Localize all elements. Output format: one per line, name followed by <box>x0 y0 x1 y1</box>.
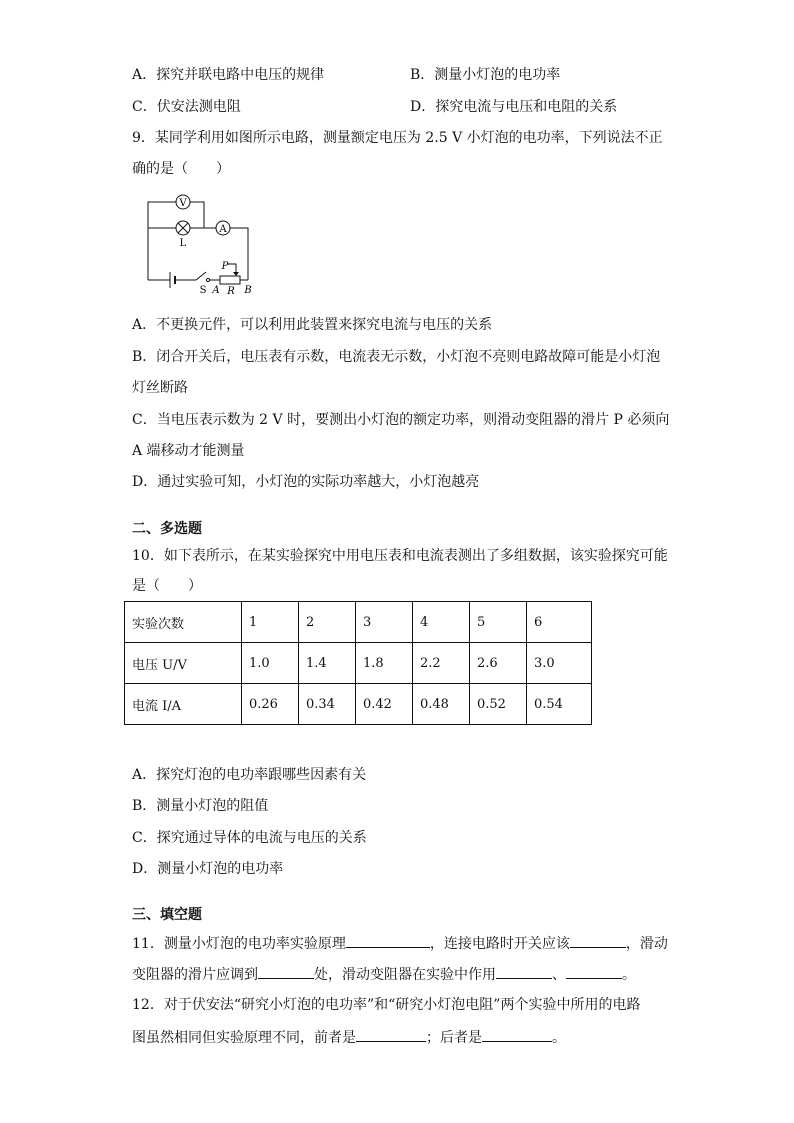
q8-option-b: B．测量小灯泡的电功率 <box>410 67 561 83</box>
rheostat-label: R <box>227 286 235 297</box>
table-cell: 0.34 <box>299 684 356 725</box>
table-cell: 4 <box>413 602 470 643</box>
table-cell: 0.48 <box>413 684 470 725</box>
table-row <box>125 602 592 643</box>
q9-stem-line1: 9．某同学利用如图所示电路，测量额定电压为 2.5 V 小灯泡的电功率，下列说法不正 <box>132 130 663 146</box>
circuit-diagram <box>140 190 270 298</box>
q8-option-c: C．伏安法测电阻 <box>132 99 241 115</box>
ammeter-icon <box>216 221 230 235</box>
q10-option-c: C．探究通过导体的电流与电压的关系 <box>132 830 367 846</box>
answer-blank[interactable] <box>566 963 622 979</box>
q10-option-a: A．探究灯泡的电功率跟哪些因素有关 <box>132 767 367 783</box>
q10-stem-line2: 是（ ） <box>132 578 202 594</box>
q11-text-4: 变阻器的滑片应调到 <box>132 967 258 983</box>
q12-text-1: 图虽然相同但实验原理不同，前者是 <box>132 1030 356 1046</box>
table-cell: 3 <box>356 602 413 643</box>
q8-option-a: A．探究并联电路中电压的规律 <box>132 67 325 83</box>
q11-text-6: 、 <box>552 967 566 983</box>
q11-line2 <box>132 963 636 985</box>
table-cell: 0.54 <box>527 684 592 725</box>
q9-option-c-line2: A 端移动才能测量 <box>132 443 245 459</box>
q11-text-7: 。 <box>622 967 636 983</box>
table-cell: 6 <box>527 602 592 643</box>
table-cell: 1.8 <box>356 643 413 684</box>
table-cell: 0.42 <box>356 684 413 725</box>
table-header-cell: 电压 U/V <box>125 643 242 684</box>
q11-text-2: ，连接电路时开关应该 <box>429 936 570 952</box>
lamp-icon <box>176 221 190 235</box>
svg-text:V: V <box>179 198 187 209</box>
table-cell: 3.0 <box>527 643 592 684</box>
table-cell: 0.26 <box>242 684 299 725</box>
table-header-cell: 实验次数 <box>125 602 242 643</box>
q11-text-1: 11．测量小灯泡的电功率实验原理 <box>132 936 346 952</box>
table-row <box>125 684 592 725</box>
q12-text-2: ；后者是 <box>426 1030 482 1046</box>
section-title-fill-in: 三、填空题 <box>132 907 202 923</box>
switch-label: S <box>199 285 207 296</box>
q9-option-b-line1: B．闭合开关后，电压表有示数，电流表无示数，小灯泡不亮则电路故障可能是小灯泡 <box>132 349 661 365</box>
answer-blank[interactable] <box>496 963 552 979</box>
q12-line1: 12．对于伏安法“研究小灯泡的电功率”和“研究小灯泡电阻”两个实验中所用的电路 <box>132 997 641 1013</box>
q10-option-b: B．测量小灯泡的阻值 <box>132 798 269 814</box>
q12-text-3: 。 <box>552 1030 566 1046</box>
q9-option-a: A．不更换元件，可以利用此装置来探究电流与电压的关系 <box>132 317 493 333</box>
table-cell: 2.2 <box>413 643 470 684</box>
table-header-cell: 电流 I/A <box>125 684 242 725</box>
q9-option-d: D．通过实验可知，小灯泡的实际功率越大，小灯泡越亮 <box>132 474 480 490</box>
q12-line2 <box>132 1026 566 1048</box>
q11-text-3: ，滑动 <box>625 936 668 952</box>
q10-option-d: D．测量小灯泡的电功率 <box>132 861 284 877</box>
answer-blank[interactable] <box>258 963 314 979</box>
q9-option-c-line1: C．当电压表示数为 2 V 时，要测出小灯泡的额定功率，则滑动变阻器的滑片 P 必须向 <box>132 412 670 428</box>
table-cell: 1.4 <box>299 643 356 684</box>
rheostat-end-b-label: B <box>244 285 252 296</box>
q11-line1 <box>132 932 668 954</box>
answer-blank[interactable] <box>482 1026 552 1042</box>
q9-stem-line2: 确的是（ ） <box>132 161 230 177</box>
voltmeter-icon <box>176 195 190 209</box>
table-cell: 0.52 <box>470 684 527 725</box>
q11-text-5: 处，滑动变阻器在实验中作用 <box>314 967 496 983</box>
q8-option-d: D．探究电流与电压和电阻的关系 <box>410 99 618 115</box>
table-cell: 1.0 <box>242 643 299 684</box>
svg-text:A: A <box>219 224 227 235</box>
table-cell: 5 <box>470 602 527 643</box>
answer-blank[interactable] <box>346 932 430 948</box>
table-cell: 1 <box>242 602 299 643</box>
slider-label: P <box>221 261 229 272</box>
table-row <box>125 643 592 684</box>
data-table <box>124 601 592 725</box>
q9-option-b-line2: 灯丝断路 <box>132 380 188 396</box>
q10-stem-line1: 10．如下表所示，在某实验探究中用电压表和电流表测出了多组数据，该实验探究可能 <box>132 548 668 564</box>
section-title-multiple-choice: 二、多选题 <box>132 521 202 537</box>
answer-blank[interactable] <box>356 1026 426 1042</box>
rheostat-end-a-label: A <box>212 285 220 296</box>
answer-blank[interactable] <box>570 932 626 948</box>
table-cell: 2 <box>299 602 356 643</box>
lamp-label: L <box>179 238 187 249</box>
table-cell: 2.6 <box>470 643 527 684</box>
